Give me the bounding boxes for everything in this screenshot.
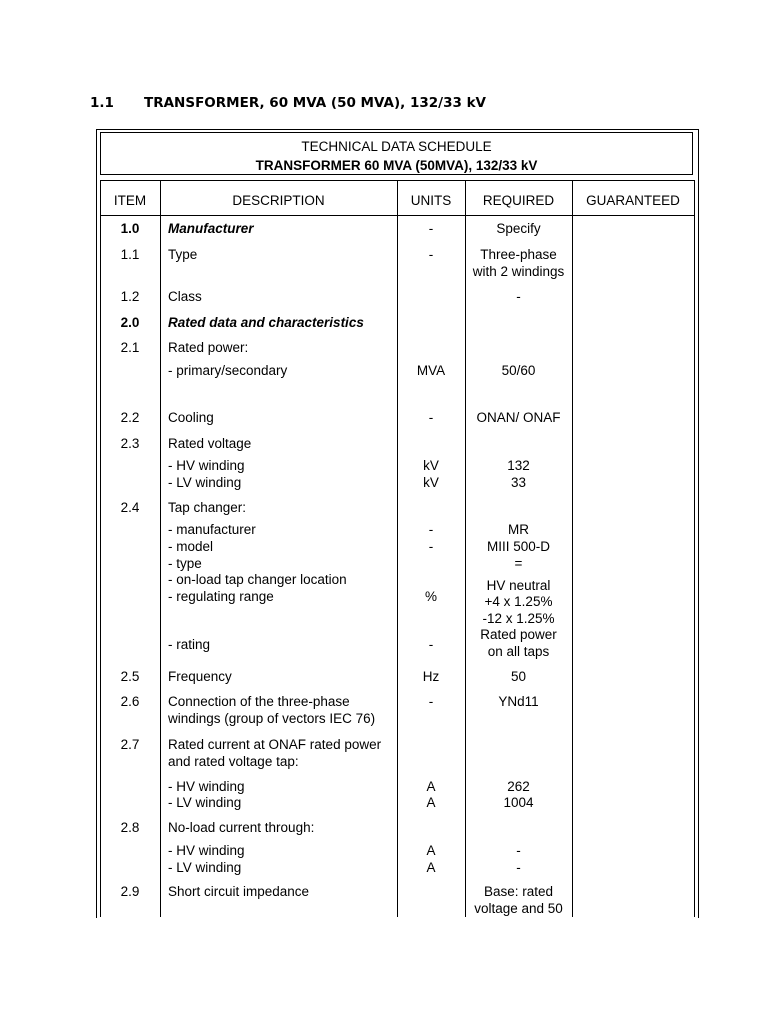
item-required: ONAN/ ONAF [476,410,561,425]
header-guaranteed: GUARANTEED [586,193,680,208]
item-number: 1.0 [120,221,140,236]
item-description: - manufacturer [168,522,256,537]
item-description: Frequency [168,669,232,684]
item-description: Type [168,247,198,262]
item-required: 33 [510,475,527,490]
item-required: - [516,289,521,304]
item-required: Rated power [480,627,557,642]
item-description: Cooling [168,410,214,425]
item-units: A [426,860,436,875]
header-description: DESCRIPTION [232,193,325,208]
item-description: and rated voltage tap: [168,754,299,769]
item-description: Rated data and characteristics [168,315,364,330]
item-units: % [424,589,437,604]
item-description: Rated power: [168,340,249,355]
column-divider [160,180,161,917]
item-units: - [428,694,434,709]
table-title-box [100,132,693,175]
item-required: YNd11 [498,694,539,709]
item-required: - [516,860,521,875]
item-description: - HV winding [168,458,245,473]
item-number: 2.8 [120,820,140,835]
item-required: voltage and 50 [474,901,563,916]
item-description: - regulating range [168,589,274,604]
item-units: MVA [416,363,446,378]
item-required: 262 [507,779,530,794]
item-number: 1.1 [120,247,140,262]
item-required: Specify [496,221,541,236]
item-number: 2.1 [120,340,140,355]
item-required: = [514,556,523,571]
item-required: HV neutral [486,578,551,593]
column-divider [572,180,573,917]
item-units: - [428,539,434,554]
item-description: windings (group of vectors IEC 76) [168,711,376,726]
item-units: A [426,843,436,858]
item-description: - type [168,556,202,571]
item-required: MR [508,522,529,537]
item-description: - HV winding [168,843,245,858]
item-units: A [426,795,436,810]
section-heading [90,95,486,111]
item-number: 2.7 [120,737,140,752]
item-number: 2.9 [120,884,140,899]
item-description: - rating [168,637,211,652]
item-required: with 2 windings [472,264,565,279]
item-required: Three-phase [480,247,557,262]
item-number: 2.5 [120,669,140,684]
item-units: - [428,637,434,652]
item-units: - [428,522,434,537]
item-description: Short circuit impedance [168,884,310,899]
section-title: TRANSFORMER, 60 MVA (50 MVA), 132/33 kV [144,95,486,111]
item-units: A [426,779,436,794]
item-number: 2.2 [120,410,140,425]
item-description: - LV winding [168,860,242,875]
column-divider [694,180,695,917]
item-units: - [428,247,434,262]
table-title-line1: TECHNICAL DATA SCHEDULE [301,139,492,154]
header-required: REQUIRED [482,193,555,208]
item-required: 50/60 [501,363,536,378]
item-required: 1004 [503,795,534,810]
item-description: Class [168,289,202,304]
item-required: 132 [507,458,530,473]
item-description: Rated voltage [168,436,252,451]
item-units: kV [423,458,439,473]
item-number: 2.6 [120,694,140,709]
item-required: Base: rated [483,884,554,899]
item-description: Tap changer: [168,500,247,515]
item-number: 2.3 [120,436,140,451]
item-number: 2.0 [120,315,140,330]
item-required: -12 x 1.25% [482,611,555,626]
item-description: - LV winding [168,795,242,810]
item-description: - model [168,539,214,554]
item-number: 2.4 [120,500,140,515]
header-units: UNITS [410,193,452,208]
item-number: 1.2 [120,289,140,304]
section-number: 1.1 [90,95,114,111]
item-description: Connection of the three-phase [168,694,350,709]
item-description: Manufacturer [168,221,254,236]
item-required: on all taps [487,644,550,659]
item-units: kV [423,475,439,490]
item-required: +4 x 1.25% [484,594,553,609]
item-description: - primary/secondary [168,363,288,378]
item-description: - LV winding [168,475,242,490]
item-description: No-load current through: [168,820,315,835]
item-required: - [516,843,521,858]
item-description: - on-load tap changer location [168,572,347,587]
item-units: - [428,221,434,236]
item-description: Rated current at ONAF rated power [168,737,382,752]
item-required: MIII 500-D [486,539,551,554]
item-description: - HV winding [168,779,245,794]
item-units: - [428,410,434,425]
table-title-line2: TRANSFORMER 60 MVA (50MVA), 132/33 kV [255,158,538,173]
item-required: 50 [510,669,527,684]
item-units: Hz [422,669,440,684]
header-item: ITEM [113,193,147,208]
